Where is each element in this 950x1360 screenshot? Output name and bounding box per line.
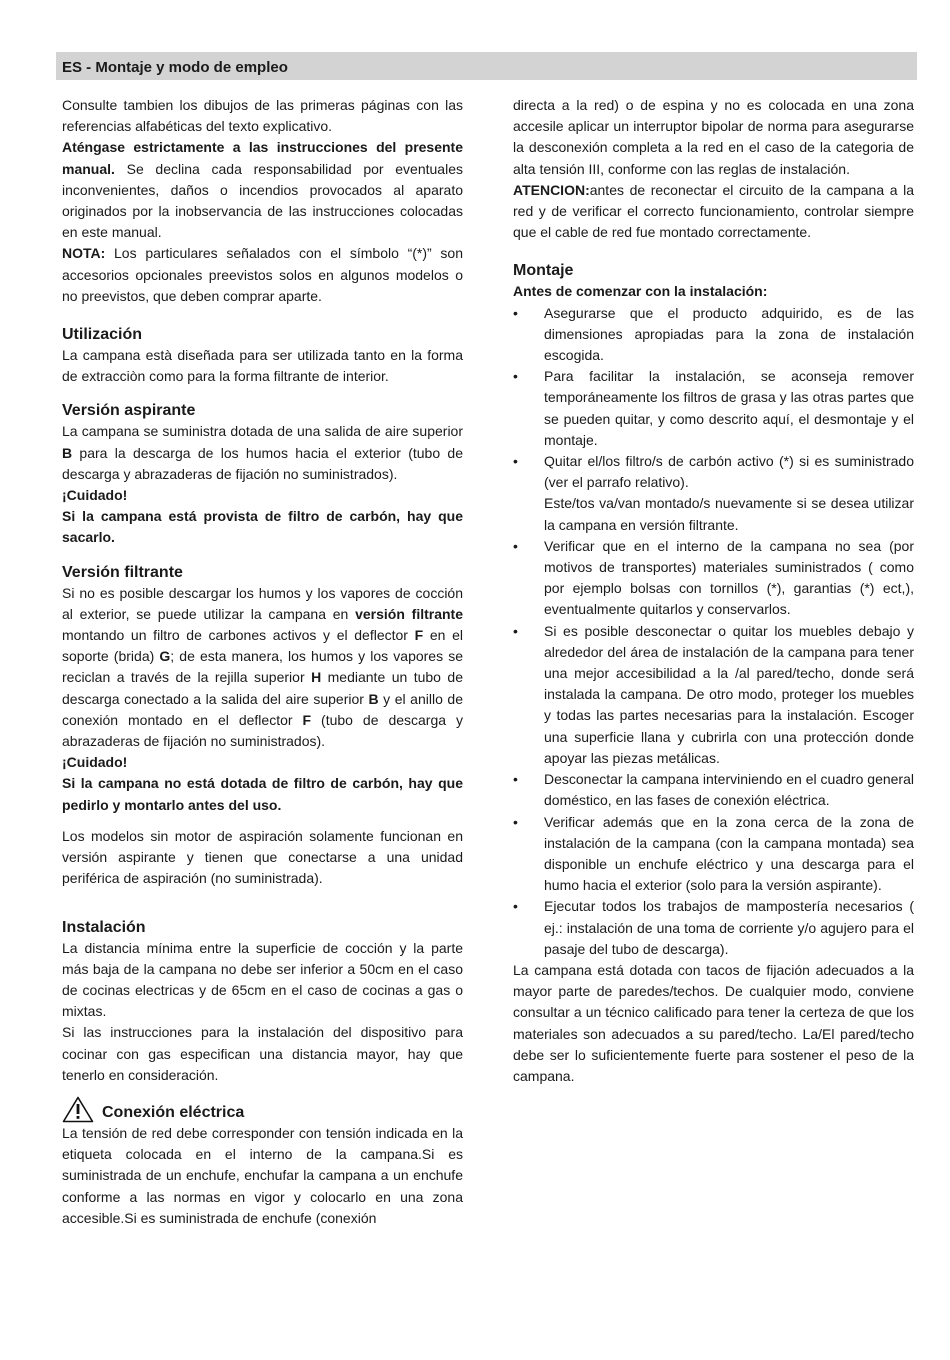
filtrante-text-part: Si no es posible descargar los humos y los vapores de cocción al exterior, se puede utilizar la campana en xyxy=(62,584,463,622)
filtrante-warning-text: Si la campana no está dotada de filtro de carbón, hay que pedirlo y montarlo antes del uso. xyxy=(62,775,463,813)
bullet-icon: • xyxy=(513,771,518,788)
aspirante-text-part: para la descarga de los humos hacia el exterior (tubo de descarga y abrazaderas de fijación no suministrados). xyxy=(62,444,463,482)
manual-notice-bold: Aténgase estrictamente a las instrucciones del presente manual. xyxy=(62,139,463,177)
intro-paragraph: Consulte tambien los dibujos de las primeras páginas con las referencias alfabéticas del texto explicativo. xyxy=(62,97,463,135)
version-filtrante-heading: Versión filtrante xyxy=(62,563,183,581)
list-item xyxy=(513,451,914,536)
bullet-icon: • xyxy=(513,622,518,639)
manual-notice-text: Se declina cada responsabilidad por eventuales inconvenientes, daños o incendios provocados al aparato originados por la inobservancia de las instrucciones colocadas en este manual. xyxy=(62,160,463,241)
filtrante-text-part: (tubo de descarga y abrazaderas de fijación no suministrados). xyxy=(62,711,464,750)
filtrante-ref-g: G xyxy=(159,648,171,665)
instalacion-paragraph-1: La distancia mínima entre la superficie de cocción y la parte más baja de la campana no debe ser inferior a 50cm en el caso de cocinas electricas y de 65cm en el caso de cocinas a gas o mixtas. xyxy=(62,939,463,1020)
nota-text: Los particulares señalados con el símbolo “(*)” son accesorios opcionales preevistos solos en algunos modelos o no preevistos, que deben comprar aparte. xyxy=(62,245,463,304)
section-header-bar xyxy=(56,52,917,80)
version-filtrante-text xyxy=(62,583,463,753)
instalacion-paragraph-2: Si las instrucciones para la instalación del dispositivo para cocinar con gas especifican una distancia mayor, hay que tenerlo en consideración. xyxy=(62,1024,463,1083)
aspirante-text-part: La campana se suministra dotada de una salida de aire superior xyxy=(62,423,463,440)
aspirante-caution xyxy=(62,485,463,506)
list-item xyxy=(513,536,914,621)
bullet-icon: • xyxy=(513,813,518,830)
closing-paragraph: La campana está dotada con tacos de fijación adecuados a la mayor parte de paredes/techos. De cualquier modo, conviene consultar a un técnico calificado para tener la certeza de que los materiales son adecuados a su pared/techo. La/El pared/techo debe ser lo suficientemente fuerte para sostener el peso de la campana. xyxy=(513,961,914,1084)
atencion-text: antes de reconectar el circuito de la campana a la red y de verificar el correcto funcionamiento, controlar siempre que el cable de red fue montado correctamente. xyxy=(513,181,914,241)
version-aspirante-heading: Versión aspirante xyxy=(62,402,196,420)
filtrante-ref-f: F xyxy=(302,711,312,728)
list-item-text: Ejecutar todos los trabajos de mampostería necesarios ( ej.: instalación de una toma de corriente y/o agujero para el pasaje del tubo de descarga). xyxy=(544,898,914,957)
nota-label: NOTA: xyxy=(62,245,106,262)
utilizacion-text: La campana està diseñada para ser utilizada tanto en la forma de extracciòn como para la forma filtrante de interior. xyxy=(62,347,463,385)
models-paragraph: Los modelos sin motor de aspiración solamente funcionan en versión aspirante y tienen que conectarse a una unidad periférica de aspiración (no suministrada). xyxy=(62,827,463,887)
list-item-text: Verificar que en el interno de la campana no sea (por motivos de transportes) materiales suministrados ( como por ejemplo bolsas con tornillos (*), garantias (*) ect,), eventualmente quitarlos y conservarlos. xyxy=(544,537,914,618)
filtrante-ref-h: H xyxy=(311,669,322,686)
right-column xyxy=(513,95,914,1087)
aspirante-caution-label: ¡Cuidado! xyxy=(62,487,128,504)
bullet-icon: • xyxy=(513,537,518,554)
list-item-text: Para facilitar la instalación, se aconseja remover temporáneamente los filtros de grasa y las otras partes que se pueden quitar, y como descrito aquí, el desmontaje y el montaje. xyxy=(544,368,914,448)
list-item-text: Asegurarse que el producto adquirido, es de las dimensiones apropiadas para la zona de instalación escogida. xyxy=(544,304,914,364)
montaje-checklist xyxy=(513,303,914,960)
aspirante-warning-text: Si la campana está provista de filtro de carbón, hay que sacarlo. xyxy=(62,508,463,546)
conexion-electrica-text: La tensión de red debe corresponder con tensión indicada en la etiqueta colocada en el interno de la campana.Si es suministrada de un enchufe, enchufar la campana a un enchufe conforme a las normas en vigor y colocarlo en una zona accesible.Si es suministrada de enchufe (conexión xyxy=(62,1124,463,1226)
list-item-text: Quitar el/los filtro/s de carbón activo (*) si es suministrado (ver el parrafo relativo). xyxy=(544,453,914,491)
list-item-text: Desconectar la campana interviniendo en el cuadro general doméstico, en las fases de conexión eléctrica. xyxy=(544,771,914,809)
conexion-heading-row xyxy=(62,1096,463,1123)
instalacion-heading: Instalación xyxy=(62,918,146,936)
filtrante-text-part: ; de esta manera, los humos y los vapores se reciclan a través de la rejilla superior xyxy=(62,648,463,686)
atencion-label: ATENCION: xyxy=(513,181,590,198)
manual-notice-paragraph xyxy=(62,137,463,243)
montaje-subheading-text: Antes de comenzar con la instalación: xyxy=(513,283,768,300)
utilizacion-heading: Utilización xyxy=(62,326,143,344)
nota-paragraph xyxy=(62,243,463,307)
filtrante-text-part: y el anillo de conexión montado en el deflector xyxy=(62,690,463,728)
list-item xyxy=(513,621,914,769)
list-item-note: Este/tos va/van montado/s nuevamente si se desea utilizar la campana en versión filtrante. xyxy=(544,495,914,533)
list-item xyxy=(513,812,914,897)
bullet-icon: • xyxy=(513,304,518,321)
version-aspirante-text xyxy=(62,421,463,485)
list-item xyxy=(513,896,914,960)
conexion-continued-text: directa a la red) o de espina y no es colocada en una zona accesile aplicar un interruptor bipolar de norma para asegurarse la desconexión completa a la red en el caso de la categoria de alta tensión III, conforme con las reglas de instalación. xyxy=(513,97,914,177)
montaje-heading: Montaje xyxy=(513,262,574,280)
list-item xyxy=(513,303,914,367)
conexion-electrica-heading: Conexión eléctrica xyxy=(102,1103,245,1121)
aspirante-warning xyxy=(62,506,463,548)
list-item xyxy=(513,366,914,451)
filtrante-bold-part: versión filtrante xyxy=(355,605,464,622)
filtrante-text-part: mediante un tubo de descarga conectado a la salida del aire superior xyxy=(62,669,463,707)
bullet-icon: • xyxy=(513,898,518,915)
list-item-text: Verificar además que en la zona cerca de la zona de instalación de la campana (con la campana montada) sea disponible un enchufe eléctrico y una descarga para el humo hacia el exterior (solo para la versión aspirante). xyxy=(544,813,914,894)
filtrante-ref-f: F xyxy=(414,627,424,644)
list-item-text: Si es posible desconectar o quitar los muebles debajo y alrededor del área de instalación de la campana para tener una mejor accesibilidad a la /al pared/techo, donde será instalada la campana. De otro modo, proteger los muebles y todas las partes necesarias para la instalación. Escoger una superficie llana y cubrirla con una protección donde apoyar las piezas metálicas. xyxy=(544,622,914,766)
atencion-paragraph xyxy=(513,180,914,244)
filtrante-text-part: montando un filtro de carbones activos y el deflector xyxy=(62,627,415,644)
bullet-icon: • xyxy=(513,368,518,385)
montaje-subheading xyxy=(513,281,914,302)
filtrante-ref-b: B xyxy=(368,690,379,707)
filtrante-text-part: en el soporte (brida) xyxy=(62,627,463,665)
warning-triangle-icon xyxy=(62,1096,94,1123)
bullet-icon: • xyxy=(513,453,518,470)
filtrante-caution-label: ¡Cuidado! xyxy=(62,754,128,771)
left-column xyxy=(62,95,463,1229)
section-title: ES - Montaje y modo de empleo xyxy=(62,59,288,76)
aspirante-ref-b: B xyxy=(62,444,73,461)
filtrante-caution xyxy=(62,752,463,773)
list-item xyxy=(513,769,914,811)
filtrante-warning xyxy=(62,773,463,815)
